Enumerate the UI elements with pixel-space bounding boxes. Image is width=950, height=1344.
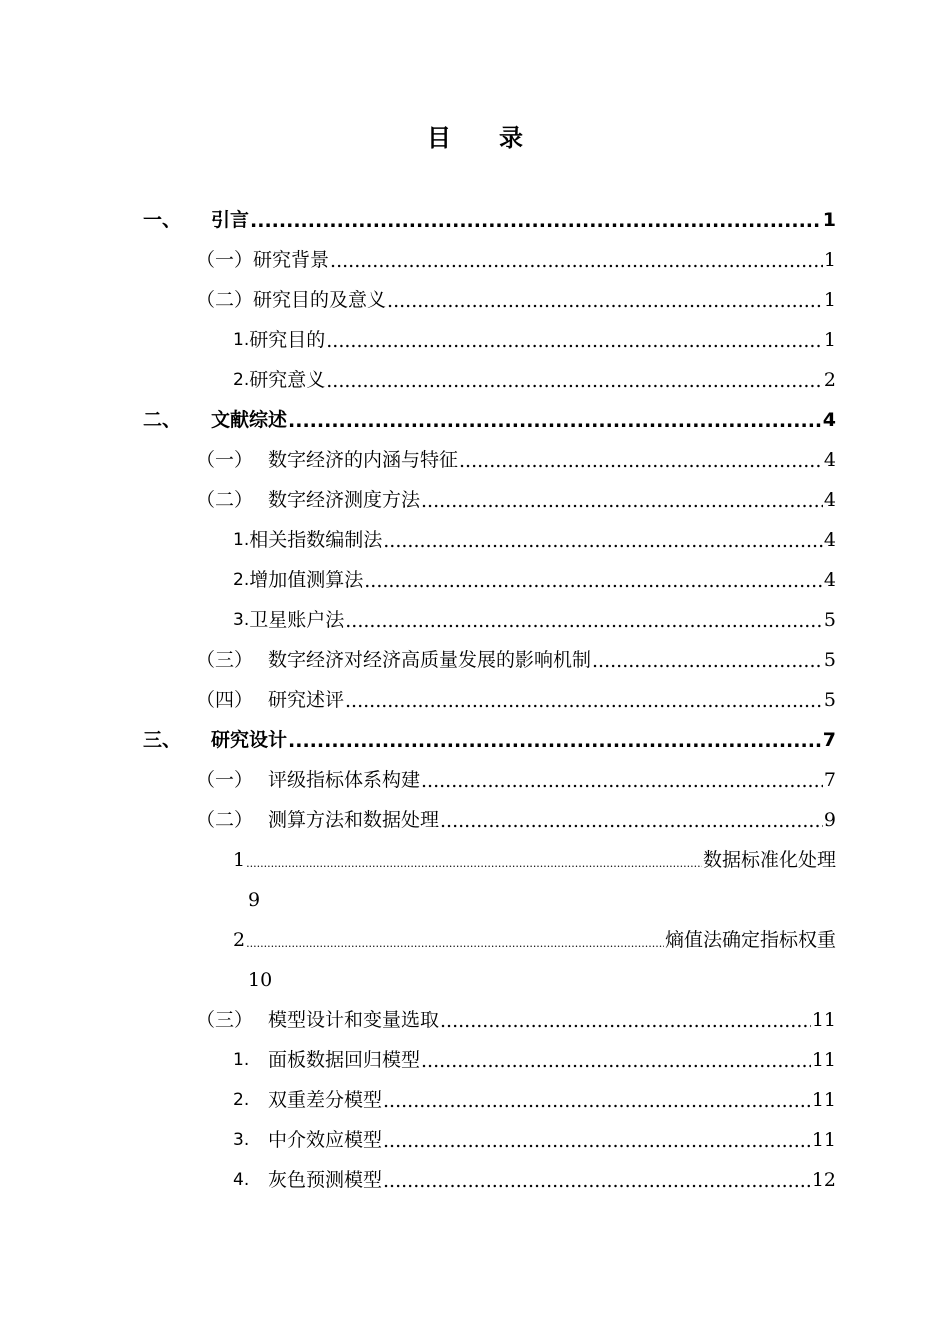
toc-entry-page: 9 xyxy=(823,809,836,831)
toc-entry-number: （三） xyxy=(196,649,254,671)
toc-entry-page: 11 xyxy=(811,1089,836,1111)
toc-title xyxy=(0,118,950,153)
dot-leader xyxy=(383,1080,811,1120)
toc-entry-title: 相关指数编制法 xyxy=(249,529,383,551)
toc-entry-title: 引言 xyxy=(211,209,250,231)
toc-entry-title: 研究意义 xyxy=(249,369,326,391)
toc-entry[interactable] xyxy=(233,920,836,960)
toc-entry-number: （二） xyxy=(196,809,254,831)
toc-entry-title: 研究述评 xyxy=(268,689,345,711)
toc-entry-title: 灰色预测模型 xyxy=(268,1169,383,1191)
toc-entry-number: 3. xyxy=(233,610,250,630)
dot-leader xyxy=(288,400,822,440)
toc-entry[interactable] xyxy=(196,800,836,840)
toc-entry-title: 研究目的 xyxy=(249,329,326,351)
toc-entry-title: 评级指标体系构建 xyxy=(268,769,421,791)
toc-entry[interactable] xyxy=(143,720,836,760)
toc-entry[interactable] xyxy=(196,680,836,720)
toc-entry-number: 1 xyxy=(233,849,246,871)
toc-entry-title: 面板数据回归模型 xyxy=(268,1049,421,1071)
toc-entry-page: 5 xyxy=(823,649,836,671)
dot-leader xyxy=(246,840,702,880)
toc-entry-number: （一） xyxy=(196,249,254,271)
toc-entry[interactable] xyxy=(196,640,836,680)
toc-entry-number: （一） xyxy=(196,769,254,791)
toc-entry[interactable] xyxy=(233,520,836,560)
toc-entry-page: 7 xyxy=(823,769,836,791)
toc-entry-number: 1. xyxy=(233,330,250,350)
toc-entry[interactable] xyxy=(233,600,836,640)
toc-entry-page: 11 xyxy=(811,1129,836,1151)
toc-entry-page: 5 xyxy=(823,689,836,711)
dot-leader xyxy=(246,920,664,960)
toc-entry-number: （二） xyxy=(196,289,254,311)
toc-entry-page: 4 xyxy=(822,409,836,431)
toc-entry-title: 卫星账户法 xyxy=(249,609,345,631)
toc-entry-title: 熵值法确定指标权重 xyxy=(664,929,836,951)
toc-entry[interactable] xyxy=(233,1040,836,1080)
toc-entry-page: 12 xyxy=(811,1169,836,1191)
toc-entry-page: 11 xyxy=(811,1049,836,1071)
toc-entry-page: 4 xyxy=(823,529,836,551)
toc-entry[interactable] xyxy=(196,1000,836,1040)
toc-title-char-2: 录 xyxy=(499,124,523,152)
toc-entry-page: 1 xyxy=(822,209,836,231)
toc-entry-number: 二、 xyxy=(143,409,182,431)
toc-entry[interactable] xyxy=(196,760,836,800)
toc-entry-number: 2. xyxy=(233,1090,250,1110)
toc-entry-title: 文献综述 xyxy=(211,409,288,431)
toc-entry-number: 4. xyxy=(233,1170,250,1190)
dot-leader xyxy=(326,320,823,360)
dot-leader xyxy=(345,600,823,640)
toc-entry-title: 研究目的及意义 xyxy=(253,289,387,311)
toc-entry-number: 1. xyxy=(233,530,250,550)
dot-leader xyxy=(383,1160,811,1200)
toc-entry-number: 一、 xyxy=(143,209,182,231)
toc-entry-number: 1. xyxy=(233,1050,250,1070)
toc-entry-number: （一） xyxy=(196,449,254,471)
toc-entry-page: 4 xyxy=(823,569,836,591)
toc-entry-page: 11 xyxy=(811,1009,836,1031)
toc-entry-number: （二） xyxy=(196,489,254,511)
toc-entry-number: （三） xyxy=(196,1009,254,1031)
toc-entry[interactable] xyxy=(143,400,836,440)
dot-leader xyxy=(592,640,823,680)
dot-leader xyxy=(383,520,823,560)
toc-entry-page: 1 xyxy=(823,249,836,271)
toc-entry-page: 5 xyxy=(823,609,836,631)
toc-entry[interactable] xyxy=(196,280,836,320)
toc-entry[interactable] xyxy=(233,320,836,360)
toc-entry-number: 三、 xyxy=(143,729,182,751)
toc-entry-title: 数字经济的内涵与特征 xyxy=(268,449,459,471)
dot-leader xyxy=(387,280,823,320)
toc-entry[interactable] xyxy=(233,1120,836,1160)
toc-entry[interactable] xyxy=(233,360,836,400)
toc-entry-title: 数字经济对经济高质量发展的影响机制 xyxy=(268,649,592,671)
toc-entry-page: 1 xyxy=(823,329,836,351)
dot-leader xyxy=(421,760,823,800)
toc-entry-page: 10 xyxy=(248,969,273,991)
toc-entry-title: 测算方法和数据处理 xyxy=(268,809,440,831)
toc-entry-number: 3. xyxy=(233,1130,250,1150)
toc-entry-page: 4 xyxy=(823,449,836,471)
toc-entry[interactable] xyxy=(196,480,836,520)
toc-entry-page: 9 xyxy=(248,889,261,911)
dot-leader xyxy=(440,800,823,840)
toc-entry-page: 1 xyxy=(823,289,836,311)
dot-leader xyxy=(440,1000,811,1040)
dot-leader xyxy=(250,200,822,240)
toc-entry-page: 2 xyxy=(823,369,836,391)
toc-entry-title: 研究背景 xyxy=(253,249,330,271)
dot-leader xyxy=(459,440,823,480)
toc-entry-number: 2. xyxy=(233,370,250,390)
toc-entry-number: 2 xyxy=(233,929,246,951)
toc-entry-title: 中介效应模型 xyxy=(268,1129,383,1151)
toc-entry-title: 数据标准化处理 xyxy=(702,849,836,871)
dot-leader xyxy=(345,680,823,720)
toc-entry-page: 4 xyxy=(823,489,836,511)
toc-entry[interactable] xyxy=(196,240,836,280)
dot-leader xyxy=(288,720,822,760)
toc-entry-title: 数字经济测度方法 xyxy=(268,489,421,511)
toc-entry[interactable] xyxy=(233,1160,836,1200)
toc-entry-title: 研究设计 xyxy=(211,729,288,751)
dot-leader xyxy=(421,480,823,520)
dot-leader xyxy=(330,240,823,280)
toc-entry-number: （四） xyxy=(196,689,254,711)
toc-entry-title: 模型设计和变量选取 xyxy=(268,1009,440,1031)
toc-entry-number: 2. xyxy=(233,570,250,590)
dot-leader xyxy=(383,1120,811,1160)
toc-entry-title: 增加值测算法 xyxy=(249,569,364,591)
toc-entry[interactable] xyxy=(233,840,836,880)
toc-title-char-1: 目 xyxy=(427,124,451,152)
dot-leader xyxy=(364,560,823,600)
toc-entry[interactable] xyxy=(196,440,836,480)
toc-entry[interactable] xyxy=(143,200,836,240)
dot-leader xyxy=(421,1040,811,1080)
toc-entry[interactable] xyxy=(233,560,836,600)
toc-entry[interactable] xyxy=(233,1080,836,1120)
toc-entry-title: 双重差分模型 xyxy=(268,1089,383,1111)
toc-entry-page: 7 xyxy=(822,729,836,751)
dot-leader xyxy=(326,360,823,400)
